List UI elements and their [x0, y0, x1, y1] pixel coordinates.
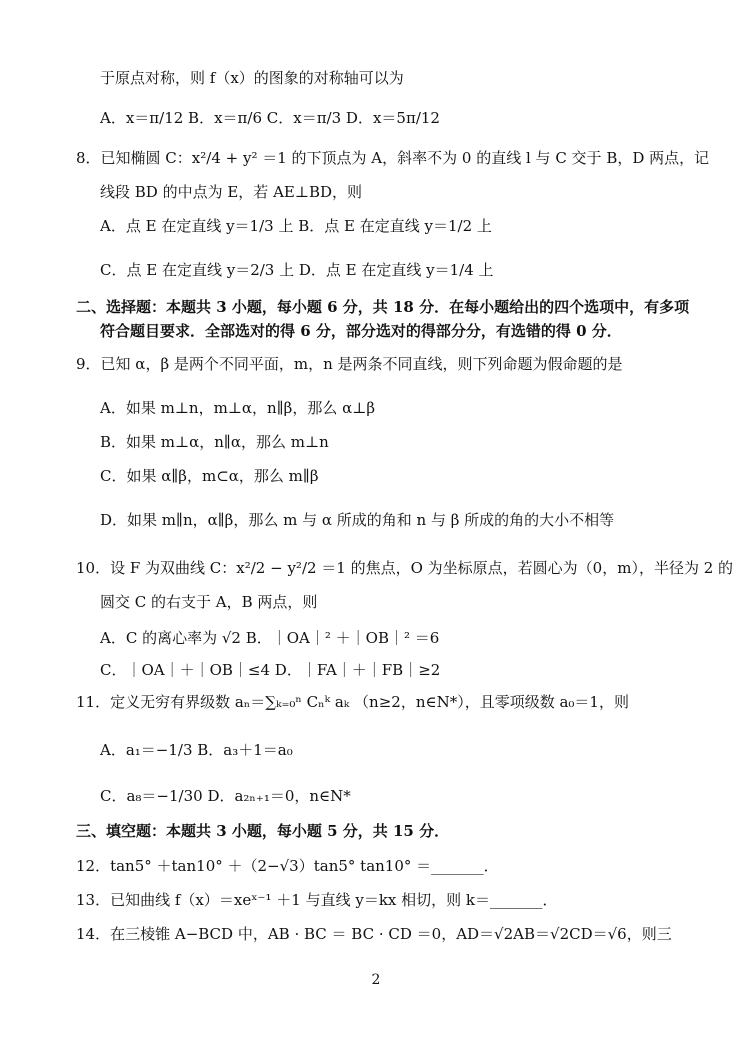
section-2-heading: 二、选择题：本题共 3 小题，每小题 6 分，共 18 分．在每小题给出的四个选项中，有多项	[76, 298, 690, 316]
q9-option-b: B．如果 m⊥α，n∥α，那么 m⊥n	[100, 433, 329, 451]
page-number: 2	[371, 972, 381, 988]
q10-options-ab: A．C 的离心率为 √2 B．｜OA｜² ＋｜OB｜² ＝6	[100, 629, 440, 647]
q11-options-ab: A．a₁＝−1/3 B．a₃＋1＝a₀	[100, 741, 293, 759]
q7-options: A．x＝π/12 B．x＝π/6 C．x＝π/3 D．x＝5π/12	[100, 109, 440, 127]
q8-options-cd: C．点 E 在定直线 y＝2/3 上 D．点 E 在定直线 y＝1/4 上	[100, 261, 494, 279]
q8-options-ab: A．点 E 在定直线 y＝1/3 上 B．点 E 在定直线 y＝1/2 上	[100, 217, 492, 235]
q10-stem-2: 圆交 C 的右支于 A，B 两点，则	[100, 593, 318, 611]
q9-option-c: C．如果 α∥β，m⊂α，那么 m∥β	[100, 467, 319, 485]
q10-stem: 10．设 F 为双曲线 C：x²/2 − y²/2 ＝1 的焦点，O 为坐标原点，若圆心为（0，m），半径为 2 的	[76, 559, 734, 577]
q8-stem: 8．已知椭圆 C：x²/4 + y² ＝1 的下顶点为 A，斜率不为 0 的直线 l 与 C 交于 B，D 两点，记	[76, 149, 710, 167]
q10-options-cd: C．｜OA｜＋｜OB｜≤4 D．｜FA｜＋｜FB｜≥2	[100, 661, 441, 679]
section-3-heading: 三、填空题：本题共 3 小题，每小题 5 分，共 15 分．	[76, 822, 450, 840]
q9-option-d: D．如果 m∥n，α∥β，那么 m 与 α 所成的角和 n 与 β 所成的角的大小不相等	[100, 511, 615, 529]
q9-stem: 9．已知 α，β 是两个不同平面，m，n 是两条不同直线，则下列命题为假命题的是	[76, 355, 623, 373]
q8-stem-2: 线段 BD 的中点为 E，若 AE⊥BD，则	[100, 183, 363, 201]
q12: 12．tan5° ＋tan10° ＋（2−√3）tan5° tan10° ＝_______．	[76, 857, 499, 875]
q13: 13．已知曲线 f（x）＝xeˣ⁻¹ ＋1 与直线 y＝kx 相切，则 k＝_______．	[76, 891, 558, 909]
q9-option-a: A．如果 m⊥n，m⊥α，n∥β，那么 α⊥β	[100, 399, 375, 417]
q11-options-cd: C．a₈＝−1/30 D．a₂ₙ₊₁＝0，n∈N*	[100, 787, 351, 805]
section-2-heading-2: 符合题目要求．全部选对的得 6 分，部分选对的得部分分，有选错的得 0 分．	[100, 322, 622, 340]
q14-stem: 14．在三棱锥 A−BCD 中，AB · BC ＝ BC · CD ＝0，AD＝√2AB＝√2CD＝√6，则三	[76, 925, 672, 943]
q7-continuation: 于原点对称，则 f（x）的图象的对称轴可以为	[100, 69, 404, 87]
q11-stem: 11．定义无穷有界级数 aₙ＝∑ₖ₌₀ⁿ Cₙᵏ aₖ （n≥2，n∈N*），且零项级数 a₀＝1，则	[76, 693, 629, 711]
